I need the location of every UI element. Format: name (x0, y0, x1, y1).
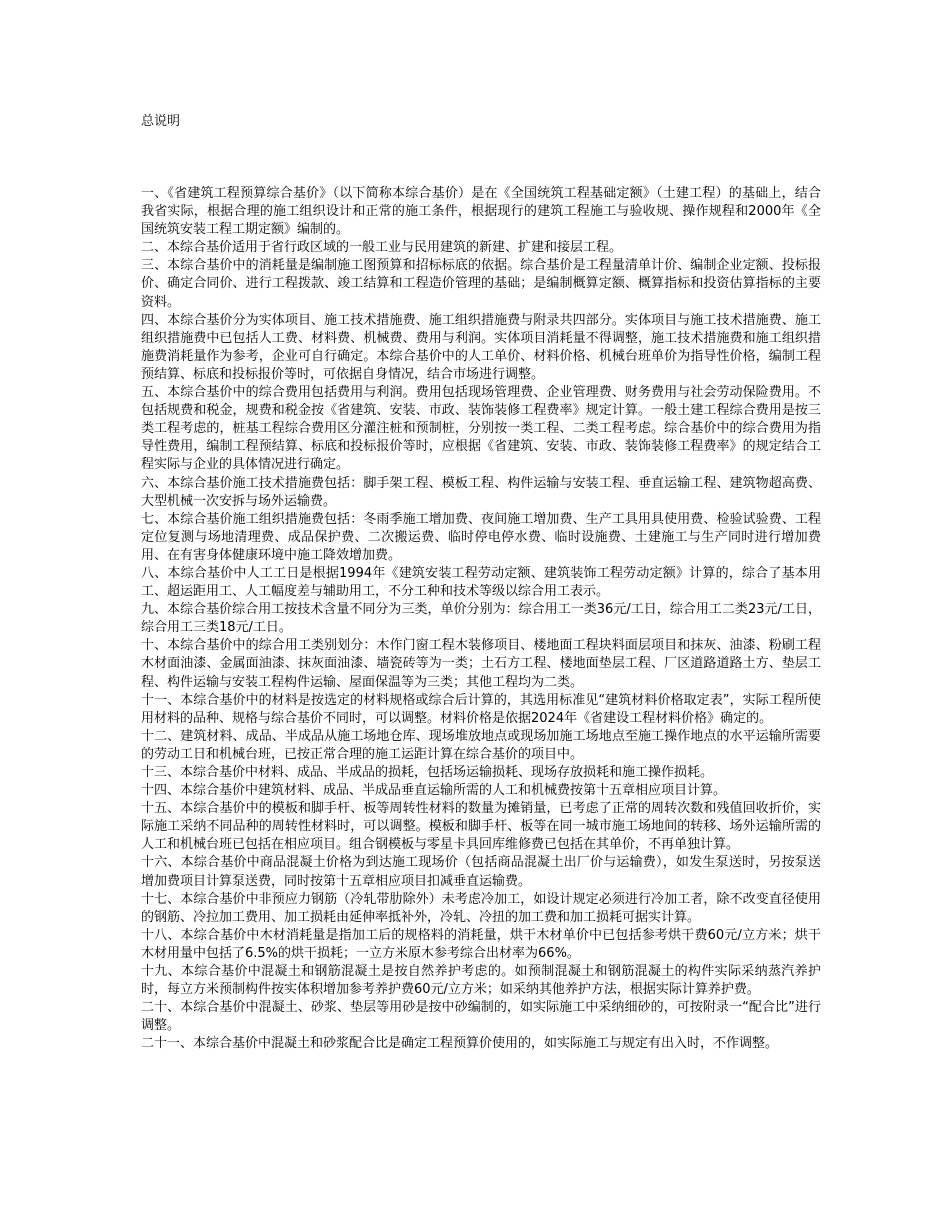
document-title: 总说明 (141, 114, 181, 129)
paragraph-20: 二十、本综合基价中混凝土、砂浆、垫层等用砂是按中砂编制的，如实际施工中采纳细砂的，可按附录一“配合比”进行调整。 (141, 1000, 821, 1034)
paragraph-5: 五、本综合基价中的综合费用包括费用与利润。费用包括现场管理费、企业管理费、财务费用与社会劳动保险费用。不包括规费和税金，规费和税金按《省建筑、安装、市政、装饰装修工程费率》规定计算。一般土建工程综合费用是按三类工程考虑的，桩基工程综合费用区分灌注桩和预制桩，分别按一类工程、二类工程考虑。综合基价中的综合费用为指导性费用，编制工程预结算、标底和投标报价等时，应根据《省建筑、安装、市政、装饰装修工程费率》的规定结合工程实际与企业的具体情况进行确定。 (141, 385, 821, 473)
paragraph-16: 十六、本综合基价中商品混凝土价格为到达施工现场价（包括商品混凝土出厂价与运输费），如发生泵送时，另按泵送增加费项目计算泵送费，同时按第十五章相应项目扣减垂直运输费。 (141, 855, 821, 889)
paragraph-11: 十一、本综合基价中的材料是按选定的材料规格或综合后计算的，其选用标准见“建筑材料价格取定表”，实际工程所使用材料的品种、规格与综合基价不同时，可以调整。材料价格是依据2024年《省建设工程材料价格》确定的。 (141, 692, 821, 726)
paragraph-8: 八、本综合基价中人工工日是根据1994年《建筑安装工程劳动定额、建筑装饰工程劳动定额》计算的，综合了基本用工、超运距用工、人工幅度差与辅助用工，不分工种和技术等级以综合用工表示。 (141, 565, 821, 600)
paragraph-4: 四、本综合基价分为实体项目、施工技术措施费、施工组织措施费与附录共四部分。实体项目与施工技术措施费、施工组织措施费中已包括人工费、材料费、机械费、费用与利润。实体项目消耗量不得调整，施工技术措施费和施工组织措施费消耗量作为参考，企业可自行确定。本综合基价中的人工单价、材料价格、机械台班单价为指导性价格，编制工程预结算、标底和投标报价等时，可依据自身情况，结合市场进行调整。 (141, 312, 821, 382)
paragraph-6: 六、本综合基价施工技术措施费包括：脚手架工程、模板工程、构件运输与安装工程、垂直运输工程、建筑物超高费、大型机械一次安拆与场外运输费。 (141, 475, 821, 509)
paragraph-9: 九、本综合基价综合用工按技术含量不同分为三类，单价分别为：综合用工一类36元/工日，综合用工二类23元/工日，综合用工三类18元/工日。 (141, 602, 821, 636)
paragraph-21: 二十一、本综合基价中混凝土和砂浆配合比是确定工程预算价使用的，如实际施工与规定有出入时，不作调整。 (141, 1036, 779, 1052)
document-page (141, 113, 821, 1054)
paragraph-2: 二、本综合基价适用于省行政区域的一般工业与民用建筑的新建、扩建和接层工程。 (141, 240, 623, 256)
paragraph-19: 十九、本综合基价中混凝土和钢筋混凝土是按自然养护考虑的。如预制混凝土和钢筋混凝土的构件实际采纳蒸汽养护时，每立方米预制构件按实体积增加参考养护费60元/立方米；如采纳其他养护方法，根据实际计算养护费。 (141, 964, 821, 998)
paragraph-1: 一、《省建筑工程预算综合基价》（以下简称本综合基价）是在《全国统筑工程基础定额》（土建工程）的基础上，结合我省实际，根据合理的施工组织设计和正常的施工条件，根据现行的建筑工程施工与验收规、操作规程和2000年《全国统筑安装工程工期定额》编制的。 (141, 186, 821, 238)
paragraph-15: 十五、本综合基价中的模板和脚手杆、板等周转性材料的数量为摊销量，已考虑了正常的周转次数和残值回收折价，实际施工采纳不同品种的周转性材料时，可以调整。模板和脚手杆、板等在同一城市施工场地间的转移、场外运输所需的人工和机械台班已包括在相应项目。组合钢模板与零星卡具回库维修费已包括在其单价，不再单独计算。 (141, 801, 821, 853)
paragraph-14: 十四、本综合基价中建筑材料、成品、半成品垂直运输所需的人工和机械费按第十五章相应项目计算。 (141, 783, 727, 799)
paragraph-7: 七、本综合基价施工组织措施费包括：冬雨季施工增加费、夜间施工增加费、生产工具用具使用费、检验试验费、工程定位复测与场地清理费、成品保护费、二次搬运费、临时停电停水费、临时设施费、土建施工与生产同时进行增加费用、在有害身体健康环境中施工降效增加费。 (141, 511, 821, 563)
paragraph-18: 十八、本综合基价中木材消耗量是指加工后的规格料的消耗量，烘干木材单价中已包括参考烘干费60元/立方米；烘干木材用量中包括了6.5%的烘干损耗；一立方米原木参考综合出材率为66%。 (141, 927, 821, 961)
paragraph-17: 十七、本综合基价中非预应力钢筋（冷轧带肋除外）未考虑冷加工，如设计规定必须进行冷加工者，除不改变直径使用的钢筋、冷拉加工费用、加工损耗由延伸率抵补外，冷轧、冷扭的加工费和加工损耗可据实计算。 (141, 891, 821, 925)
paragraph-10: 十、本综合基价中的综合用工类别划分：木作门窗工程木装修项目、楼地面工程块料面层项目和抹灰、油漆、粉刷工程木材面油漆、金属面油漆、抹灰面油漆、墙瓷砖等为一类；土石方工程、楼地面垫层工程、厂区道路道路土方、垫层工程、构件运输与安装工程构件运输、屋面保温等为三类；其他工程均为二类。 (141, 638, 821, 690)
paragraph-12: 十二、建筑材料、成品、半成品从施工场地仓库、现场堆放地点或现场加施工场地点至施工操作地点的水平运输所需要的劳动工日和机械台班，已按正常合理的施工运距计算在综合基价的项目中。 (141, 728, 821, 762)
paragraph-3: 三、本综合基价中的消耗量是编制施工图预算和招标标底的依据。综合基价是工程量清单计价、编制企业定额、投标报价、确定合同价、进行工程拨款、竣工结算和工程造价管理的基础；是编制概算定额、概算指标和投资估算指标的主要资料。 (141, 258, 821, 310)
paragraph-13: 十三、本综合基价中材料、成品、半成品的损耗，包括场运输损耗、现场存放损耗和施工操作损耗。 (141, 765, 714, 780)
